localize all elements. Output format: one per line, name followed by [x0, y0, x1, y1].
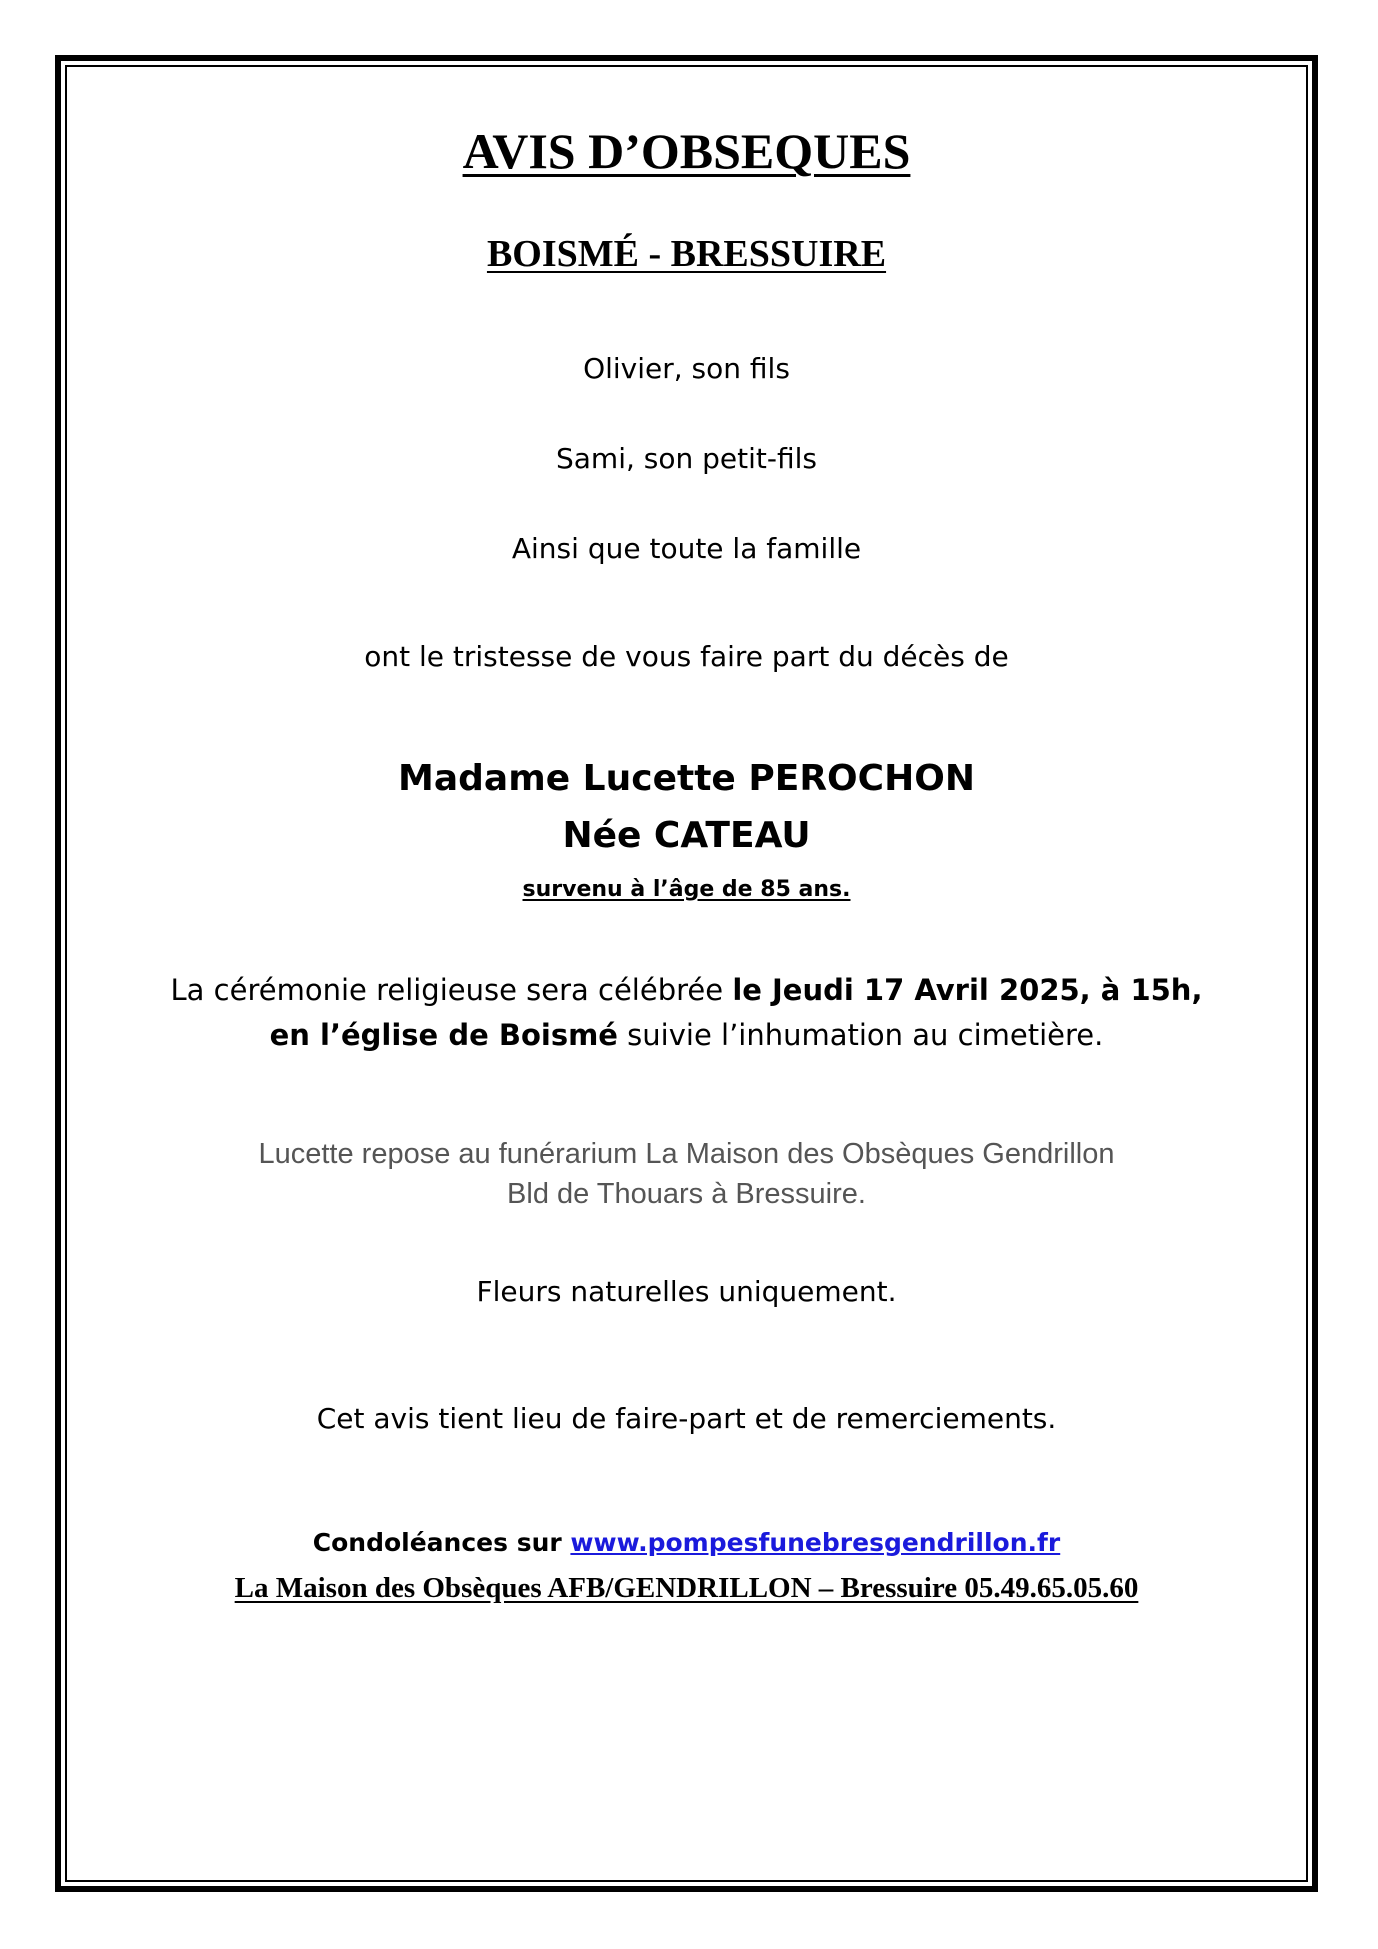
notice-text: Cet avis tient lieu de faire-part et de remerciements.	[316, 1402, 1057, 1435]
announcement-text: ont le tristesse de vous faire part du décès de	[364, 640, 1009, 673]
flowers-note: Fleurs naturelles uniquement.	[476, 1275, 897, 1308]
family-line-grandson: Sami, son petit-fils	[556, 442, 817, 475]
condolences-label: Condoléances sur	[312, 1528, 571, 1557]
deceased-age: survenu à l’âge de 85 ans.	[522, 877, 851, 902]
website-link[interactable]: www.pompesfunebresgendrillon.fr	[570, 1528, 1061, 1557]
ceremony-after: suivie l’inhumation au cimetière.	[617, 1018, 1104, 1052]
ceremony-line-2	[65, 1018, 1308, 1052]
location-heading: BOISMÉ - BRESSUIRE	[486, 233, 887, 275]
condolences-line	[65, 1528, 1308, 1557]
ceremony-place: en l’église de Boismé	[269, 1018, 618, 1052]
repose-line-1: Lucette repose au funérarium La Maison des Obsèques Gendrillon	[258, 1138, 1115, 1170]
repose-line-2: Bld de Thouars à Bressuire.	[507, 1178, 866, 1210]
ceremony-intro: La cérémonie religieuse sera célébrée	[170, 973, 733, 1007]
ceremony-line-1	[65, 973, 1308, 1007]
deceased-birth-name: Née CATEAU	[562, 815, 811, 856]
family-line-family: Ainsi que toute la famille	[511, 532, 862, 565]
ceremony-date: le Jeudi 17 Avril 2025, à 15h,	[732, 973, 1203, 1007]
page-title: AVIS D’OBSEQUES	[462, 123, 911, 179]
deceased-name: Madame Lucette PEROCHON	[398, 758, 975, 799]
company-line: La Maison des Obsèques AFB/GENDRILLON – Bressuire 05.49.65.05.60	[234, 1572, 1139, 1604]
family-line-son: Olivier, son fils	[583, 352, 790, 385]
